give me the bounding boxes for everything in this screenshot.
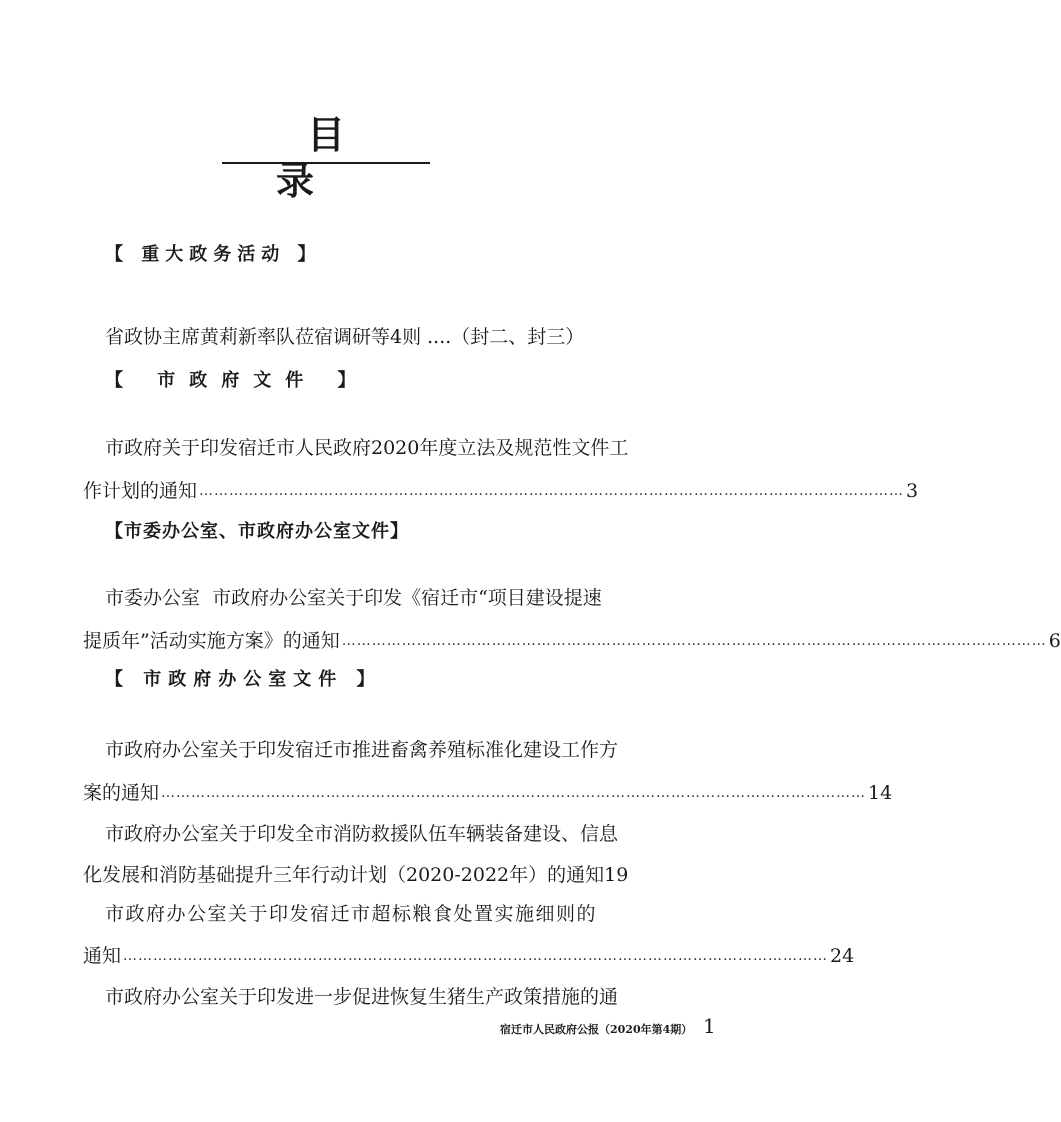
toc-page-number: 3 bbox=[906, 480, 919, 502]
toc-entry-title: 市政府关于印发宿迁市人民政府2020年度立法及规范性文件工 bbox=[105, 437, 629, 459]
toc-entry-leader-line bbox=[83, 479, 919, 504]
toc-entry-title: 市委办公室 市政府办公室关于印发《宿迁市“项目建设提速 bbox=[105, 587, 602, 609]
toc-entry-title-cont: 作计划的通知 bbox=[83, 480, 198, 502]
toc-entry-leader-line bbox=[83, 781, 893, 806]
toc-entry-leader-line bbox=[83, 629, 1061, 654]
title-block bbox=[222, 112, 508, 203]
dot-leader: …………………………………………………………………………………………………………………………… bbox=[161, 785, 867, 801]
toc-entry-title-cont: 化发展和消防基础提升三年行动计划（2020-2022年）的通知19 bbox=[83, 864, 629, 886]
toc-entry-title-cont: 通知 bbox=[83, 945, 122, 967]
toc-entry-title: 市政府办公室关于印发宿迁市推进畜禽养殖标准化建设工作方 bbox=[105, 739, 619, 761]
toc-entry-title: 市政府办公室关于印发宿迁市超标粮食处置实施细则的 bbox=[105, 903, 598, 925]
page-title: 目 录 bbox=[275, 113, 508, 203]
page-footer bbox=[500, 1014, 730, 1042]
toc-page-number: 14 bbox=[868, 782, 893, 804]
toc-entry-leader-line bbox=[83, 944, 855, 969]
dot-leader: …………………………………………………………………………………………………………………………… bbox=[341, 633, 1047, 649]
dot-leader: …………………………………………………………………………………………………………………………… bbox=[199, 483, 905, 499]
toc-entry-title: 市政府办公室关于印发全市消防救援队伍车辆装备建设、信息 bbox=[105, 823, 619, 845]
toc-entry-title-cont: 案的通知 bbox=[83, 782, 160, 804]
toc-entry-title-cont: 提质年”活动实施方案》的通知 bbox=[83, 630, 340, 652]
section-heading-municipal-gov-docs: 【 市政府文件 】 bbox=[105, 370, 370, 391]
section-heading-major-activities: 【 重大政务活动 】 bbox=[105, 244, 322, 265]
section-heading-gov-office-docs: 【 市政府办公室文件 】 bbox=[105, 669, 382, 690]
section-heading-committee-office-docs: 【市委办公室、市政府办公室文件】 bbox=[105, 521, 409, 542]
toc-entry-title: 省政协主席黄莉新率队莅宿调研等4则 ....（封二、封三） bbox=[105, 326, 585, 348]
page-number: 1 bbox=[703, 1014, 716, 1038]
toc-entry-title: 市政府办公室关于印发进一步促进恢复生猪生产政策措施的通 bbox=[105, 986, 619, 1008]
publication-name: 宿迁市人民政府公报（2020年第4期） bbox=[500, 1023, 693, 1036]
toc-page-number: 6 bbox=[1048, 630, 1061, 652]
dot-leader: …………………………………………………………………………………………………………………………… bbox=[123, 948, 829, 964]
toc-page-number: 24 bbox=[830, 945, 855, 967]
